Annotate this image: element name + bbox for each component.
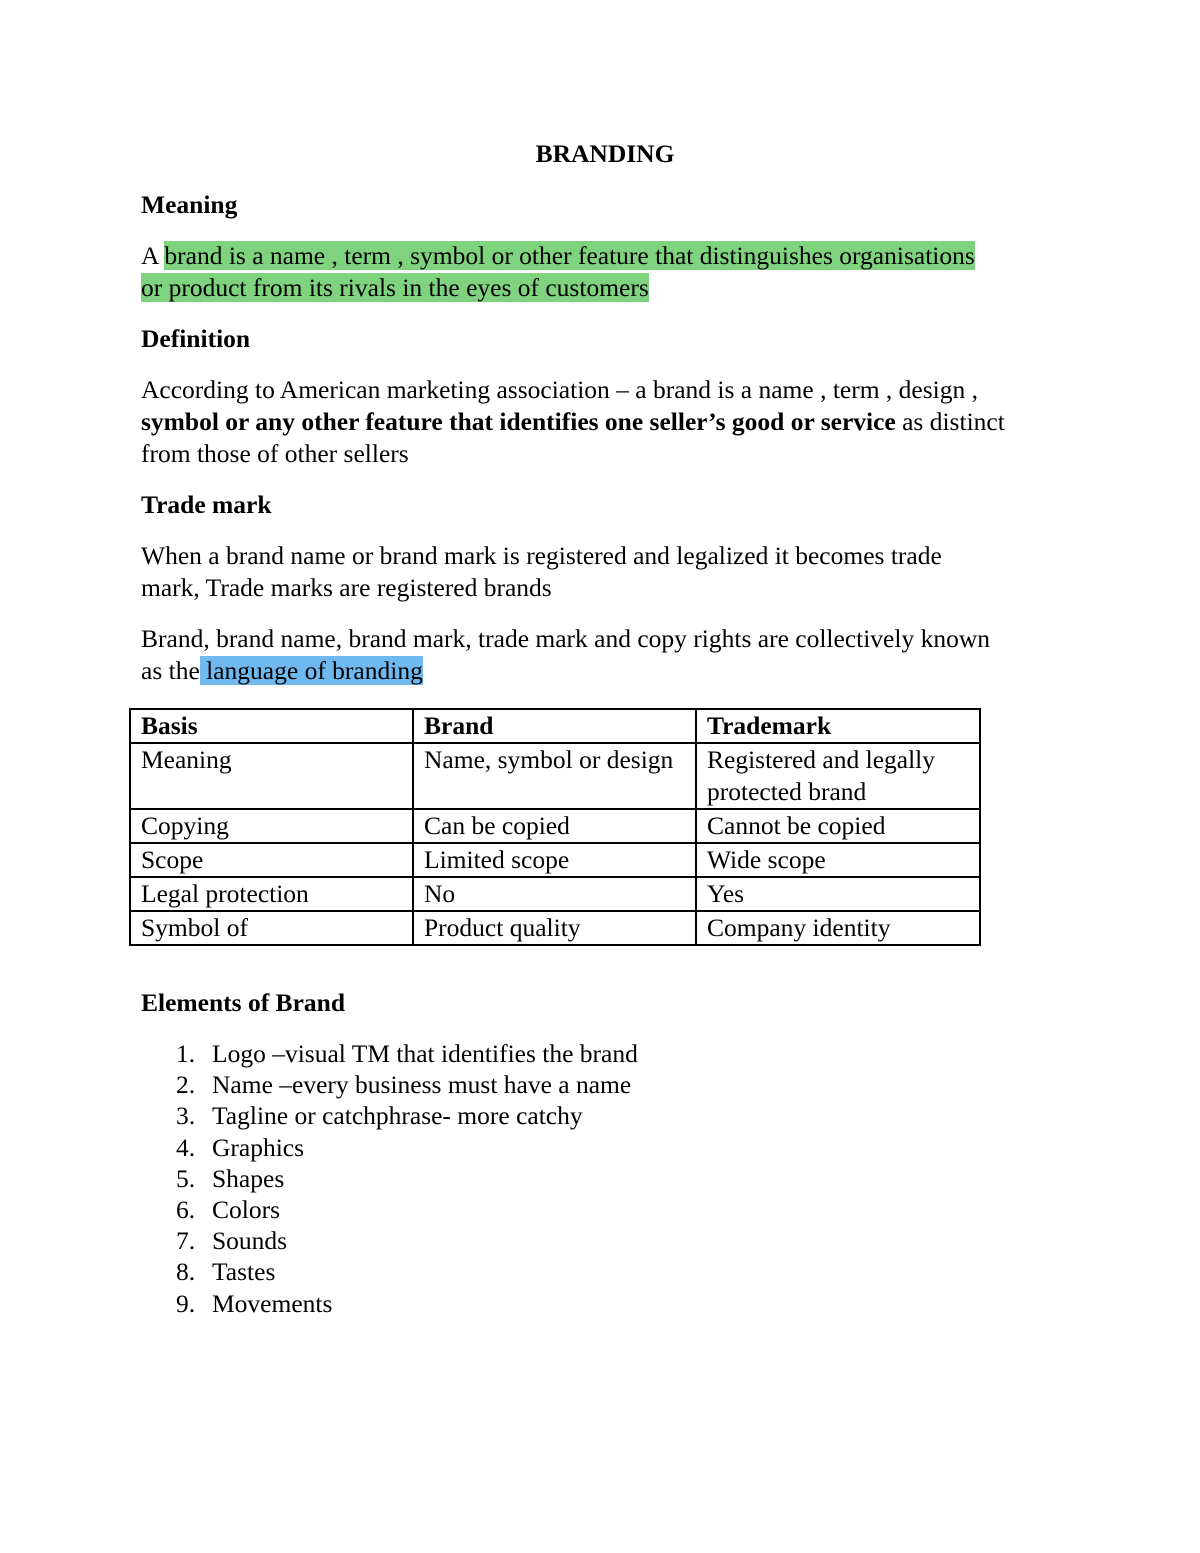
list-item-text: Graphics: [212, 1132, 305, 1162]
elements-list: [141, 1038, 638, 1319]
elements-section: [141, 987, 638, 1319]
document-body: [141, 138, 1061, 706]
definition-paragraph: [141, 374, 1061, 470]
table-cell: Cannot be copied: [696, 809, 980, 843]
elements-heading: Elements of Brand: [141, 988, 345, 1017]
list-number: 1.: [176, 1039, 196, 1068]
table-row: [130, 843, 980, 877]
brand-vs-trademark-table: [129, 708, 981, 946]
trademark-p1-line2: mark, Trade marks are registered brands: [141, 573, 552, 602]
list-number: 9.: [176, 1288, 196, 1318]
table-cell: Wide scope: [696, 843, 980, 877]
list-item-text: Sounds: [212, 1226, 288, 1256]
table-cell: Can be copied: [413, 809, 696, 843]
trademark-paragraph-1: [141, 540, 1061, 604]
table-cell: Legal protection: [130, 877, 413, 911]
definition-text-emphasis: symbol or any other feature that identifies one seller’s good or service: [141, 407, 896, 436]
list-item-text: Tagline or catchphrase- more catchy: [212, 1101, 583, 1131]
meaning-prefix: A: [141, 241, 165, 270]
table-row: [130, 911, 980, 945]
table-cell: Company identity: [696, 911, 980, 945]
list-item: [141, 1256, 638, 1287]
table-cell: Product quality: [413, 911, 696, 945]
table-header-basis: Basis: [130, 709, 413, 743]
list-item-text: Logo –visual TM that identifies the brand: [212, 1039, 638, 1068]
table-cell: Meaning: [130, 743, 413, 809]
table-row: [130, 809, 980, 843]
list-number: 2.: [176, 1070, 196, 1100]
list-item-text: Movements: [212, 1288, 333, 1318]
list-item: [141, 1132, 638, 1163]
list-number: 5.: [176, 1163, 196, 1193]
table-cell: Yes: [696, 877, 980, 911]
meaning-highlight-line1: brand is a name , term , symbol or other feature that distinguishes organisations: [164, 241, 975, 270]
list-number: 4.: [176, 1132, 196, 1162]
table-cell: No: [413, 877, 696, 911]
table-row: [130, 743, 980, 809]
table-row: [130, 877, 980, 911]
table-cell: Scope: [130, 843, 413, 877]
list-number: 8.: [176, 1257, 196, 1287]
table-cell: Limited scope: [413, 843, 696, 877]
table-header-brand: Brand: [413, 709, 696, 743]
list-item-text: Name –every business must have a name: [212, 1070, 632, 1100]
list-item-text: Shapes: [212, 1163, 285, 1193]
trademark-p2-line1: Brand, brand name, brand mark, trade mark and copy rights are collectively known: [141, 624, 990, 653]
meaning-heading: Meaning: [141, 190, 238, 219]
list-item: [141, 1225, 638, 1256]
list-number: 7.: [176, 1226, 196, 1256]
list-number: 3.: [176, 1101, 196, 1131]
definition-text-line2-end: as distinct: [895, 407, 1005, 436]
list-item: [141, 1100, 638, 1131]
list-item: [141, 1038, 638, 1069]
list-item-text: Tastes: [212, 1257, 276, 1287]
table-cell: Symbol of: [130, 911, 413, 945]
list-item-text: Colors: [212, 1195, 281, 1225]
list-item: [141, 1288, 638, 1319]
meaning-highlight-line2: or product from its rivals in the eyes of customers: [141, 273, 649, 302]
list-item: [141, 1163, 638, 1194]
document-title: BRANDING: [535, 139, 675, 168]
trademark-paragraph-2: [141, 623, 1061, 687]
table-cell: Name, symbol or design: [413, 743, 696, 809]
trademark-p1-line1: When a brand name or brand mark is registered and legalized it becomes trade: [141, 541, 942, 570]
definition-text-line3: from those of other sellers: [141, 439, 409, 468]
definition-heading: Definition: [141, 324, 251, 353]
language-of-branding-highlight: language of branding: [199, 656, 423, 685]
trademark-heading: Trade mark: [141, 490, 272, 519]
table-header-trademark: Trademark: [696, 709, 980, 743]
meaning-paragraph: [141, 240, 1061, 304]
table-cell: Copying: [130, 809, 413, 843]
list-item: [141, 1069, 638, 1100]
table-cell: Registered and legally protected brand: [696, 743, 980, 809]
list-number: 6.: [176, 1195, 196, 1225]
table-header-row: [130, 709, 980, 743]
definition-text-line1: According to American marketing association – a brand is a name , term , design ,: [141, 375, 979, 404]
list-item: [141, 1194, 638, 1225]
trademark-p2-prefix: as the: [141, 656, 200, 685]
